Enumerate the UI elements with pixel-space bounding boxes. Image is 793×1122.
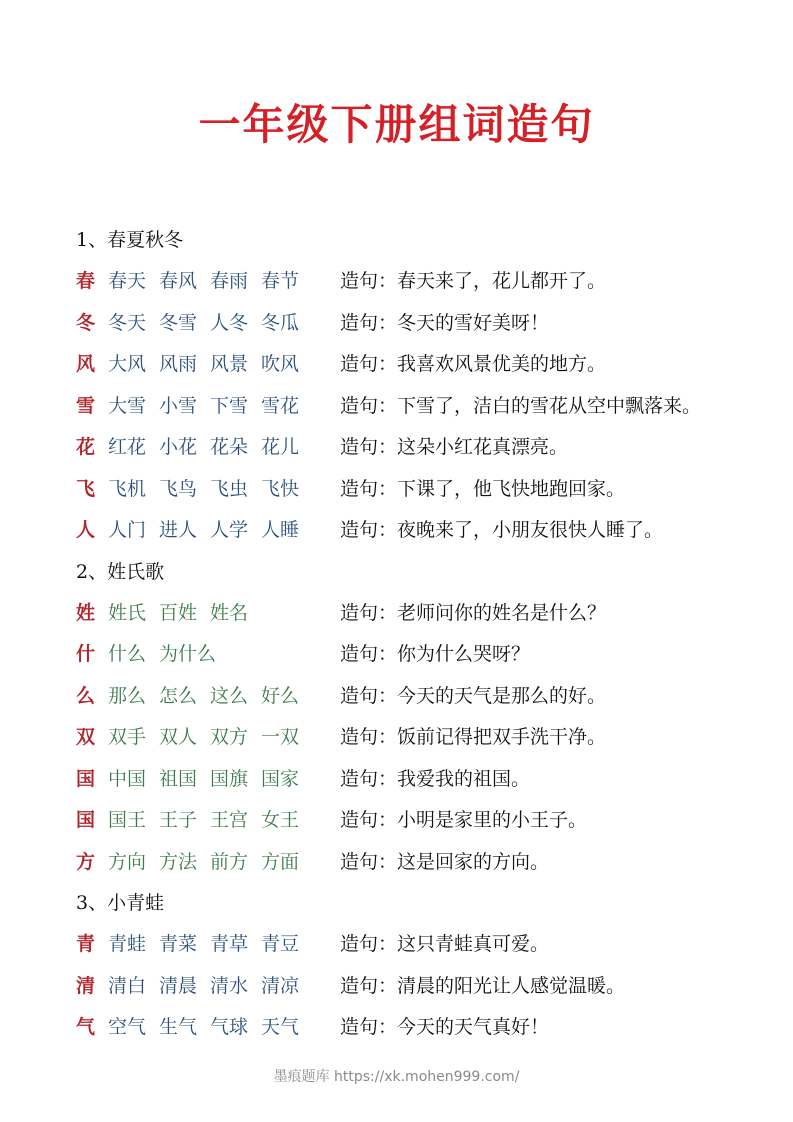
example-sentence: 造句：今天的天气是那么的好。: [340, 684, 607, 707]
word-group-list: [108, 386, 338, 428]
word-row: [76, 717, 766, 759]
target-character: 风: [76, 353, 96, 375]
word-group: 人睡: [261, 519, 300, 541]
target-character: 花: [76, 436, 96, 458]
word-group: 气球: [210, 1016, 249, 1038]
word-row: [76, 676, 766, 718]
word-group: 中国: [108, 767, 147, 790]
word-group: 飞虫: [210, 477, 249, 500]
target-character: 方: [76, 850, 96, 873]
word-group: 女王: [261, 809, 300, 831]
word-group: 清水: [210, 974, 249, 997]
word-row: [76, 800, 766, 842]
word-group: 小雪: [159, 394, 198, 417]
section-heading: 2、姓氏歌: [76, 560, 165, 583]
word-row: [76, 924, 766, 966]
word-group: 双手: [108, 726, 147, 748]
target-character: 人: [76, 519, 96, 541]
target-character: 什: [76, 643, 96, 665]
word-group-list: [108, 676, 338, 718]
target-character: 清: [76, 974, 96, 997]
word-group: 青草: [210, 933, 249, 955]
word-group: 吹风: [261, 353, 300, 375]
word-group: 生气: [159, 1016, 198, 1038]
word-group-list: [108, 966, 338, 1008]
example-sentence: 造句：下雪了，洁白的雪花从空中飘落来。: [340, 394, 702, 417]
target-character: 青: [76, 933, 96, 955]
example-sentence: 造句：这朵小红花真漂亮。: [340, 436, 569, 458]
word-group: 怎么: [159, 684, 198, 707]
example-sentence: 造句：我爱我的祖国。: [340, 767, 531, 790]
target-character: 气: [76, 1016, 96, 1038]
word-group: 祖国: [159, 767, 198, 790]
word-group: 方向: [108, 850, 147, 873]
word-group: 方法: [159, 850, 198, 873]
example-sentence: 造句：这只青蛙真可爱。: [340, 933, 550, 955]
word-group-list: [108, 634, 338, 676]
word-group: 人门: [108, 519, 147, 541]
word-group: 进人: [159, 519, 198, 541]
word-group: 双人: [159, 726, 198, 748]
example-sentence: 造句：今天的天气真好！: [340, 1016, 550, 1038]
word-group: 国王: [108, 809, 147, 831]
word-group: 清晨: [159, 974, 198, 997]
word-row: [76, 386, 766, 428]
worksheet-content: [76, 220, 766, 1049]
word-group-list: [108, 261, 338, 303]
word-group-list: [108, 303, 338, 345]
word-group: 小花: [159, 436, 198, 458]
word-group: 冬天: [108, 311, 147, 334]
example-sentence: 造句：下课了，他飞快地跑回家。: [340, 477, 626, 500]
word-group: 一双: [261, 726, 300, 748]
target-character: 双: [76, 726, 96, 748]
word-group-list: [108, 427, 338, 469]
word-group: 百姓: [159, 601, 198, 624]
word-group: 风雨: [159, 353, 198, 375]
word-group: 飞机: [108, 477, 147, 500]
word-group: 春风: [159, 270, 198, 292]
word-group: 王宫: [210, 809, 249, 831]
word-group: 人冬: [210, 311, 249, 334]
word-row: [76, 344, 766, 386]
word-group: 青豆: [261, 933, 300, 955]
word-row: [76, 842, 766, 884]
word-group: 花朵: [210, 436, 249, 458]
example-sentence: 造句：春天来了，花儿都开了。: [340, 270, 607, 292]
example-sentence: 造句：清晨的阳光让人感觉温暖。: [340, 974, 626, 997]
word-group: 为什么: [159, 643, 217, 665]
word-group: 风景: [210, 353, 249, 375]
target-character: 国: [76, 809, 96, 831]
word-group-list: [108, 1007, 338, 1049]
word-group: 国旗: [210, 767, 249, 790]
word-group: 双方: [210, 726, 249, 748]
target-character: 雪: [76, 394, 96, 417]
word-group-list: [108, 593, 338, 635]
word-group: 好么: [261, 684, 300, 707]
word-group-list: [108, 924, 338, 966]
example-sentence: 造句：夜晚来了，小朋友很快人睡了。: [340, 519, 664, 541]
section-heading: 1、春夏秋冬: [76, 229, 184, 251]
word-row: [76, 510, 766, 552]
word-row: [76, 1007, 766, 1049]
word-group: 冬雪: [159, 311, 198, 334]
target-character: 国: [76, 767, 96, 790]
target-character: 么: [76, 684, 96, 707]
word-row: [76, 427, 766, 469]
target-character: 冬: [76, 311, 96, 334]
word-group: 前方: [210, 850, 249, 873]
word-group: 雪花: [261, 394, 300, 417]
word-group-list: [108, 344, 338, 386]
word-group: 国家: [261, 767, 300, 790]
word-group: 人学: [210, 519, 249, 541]
word-group: 青菜: [159, 933, 198, 955]
word-group-list: [108, 469, 338, 511]
word-group: 大风: [108, 353, 147, 375]
target-character: 姓: [76, 601, 96, 624]
page-title: 一年级下册组词造句: [198, 100, 595, 149]
footer-watermark: 墨痕题库 https://xk.mohen999.com/: [273, 1069, 520, 1085]
target-character: 飞: [76, 477, 96, 500]
word-group: 春天: [108, 270, 147, 292]
word-group: 下雪: [210, 394, 249, 417]
example-sentence: 造句：冬天的雪好美呀！: [340, 311, 550, 334]
example-sentence: 造句：饭前记得把双手洗干净。: [340, 726, 607, 748]
word-group: 这么: [210, 684, 249, 707]
word-group-list: [108, 800, 338, 842]
word-group: 青蛙: [108, 933, 147, 955]
example-sentence: 造句：小明是家里的小王子。: [340, 809, 588, 831]
word-group: 姓氏: [108, 601, 147, 624]
word-group: 飞鸟: [159, 477, 198, 500]
word-row: [76, 303, 766, 345]
word-group: 空气: [108, 1016, 147, 1038]
word-group-list: [108, 717, 338, 759]
section-heading: 3、小青蛙: [76, 892, 165, 914]
word-row: [76, 759, 766, 801]
word-group: 大雪: [108, 394, 147, 417]
word-group: 清白: [108, 974, 147, 997]
word-group: 红花: [108, 436, 147, 458]
word-row: [76, 261, 766, 303]
word-row: [76, 593, 766, 635]
word-group: 飞快: [261, 477, 300, 500]
word-group-list: [108, 842, 338, 884]
word-group-list: [108, 510, 338, 552]
word-group: 方面: [261, 850, 300, 873]
word-group: 花儿: [261, 436, 300, 458]
word-group: 天气: [261, 1016, 300, 1038]
word-group: 姓名: [210, 601, 249, 624]
example-sentence: 造句：我喜欢风景优美的地方。: [340, 353, 607, 375]
word-group: 春雨: [210, 270, 249, 292]
word-group: 春节: [261, 270, 300, 292]
word-group: 冬瓜: [261, 311, 300, 334]
target-character: 春: [76, 270, 96, 292]
word-group: 什么: [108, 643, 147, 665]
word-group: 那么: [108, 684, 147, 707]
word-group: 清凉: [261, 974, 300, 997]
word-row: [76, 469, 766, 511]
word-group-list: [108, 759, 338, 801]
example-sentence: 造句：老师问你的姓名是什么？: [340, 601, 607, 624]
word-row: [76, 634, 766, 676]
example-sentence: 造句：这是回家的方向。: [340, 850, 550, 873]
word-group: 王子: [159, 809, 198, 831]
example-sentence: 造句：你为什么哭呀？: [340, 643, 531, 665]
word-row: [76, 966, 766, 1008]
